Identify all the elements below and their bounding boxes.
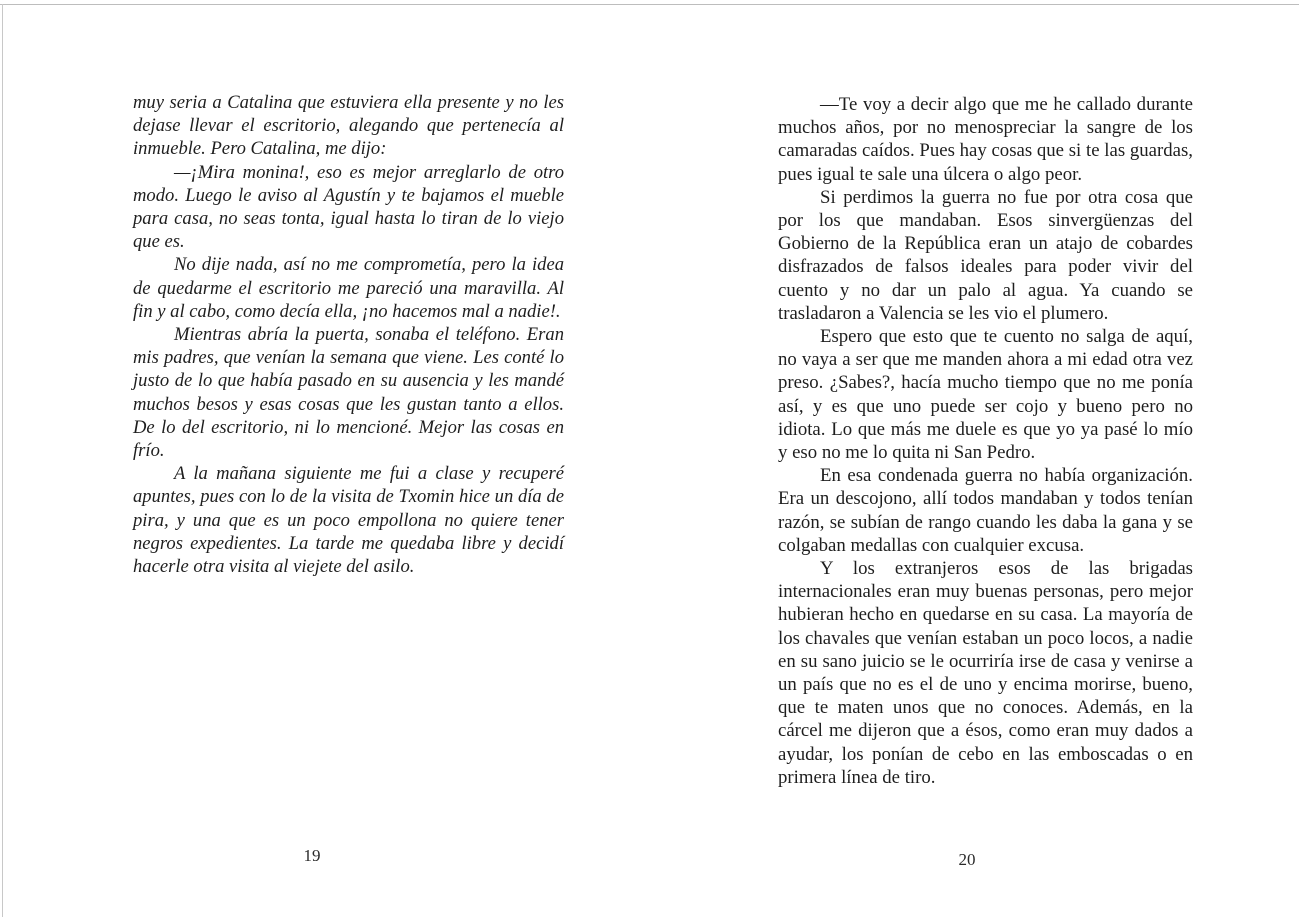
- page-number: 19: [303, 846, 321, 865]
- paragraph: —¡Mira monina!, eso es mejor arreglarlo de otro modo. Luego le aviso al Agustín y te bajamos el mueble para casa, no seas tonta, igual hasta lo tiran de lo viejo que es.: [133, 161, 564, 253]
- paragraph: muy seria a Catalina que estuviera ella presente y no les dejase llevar el escritorio, alegando que pertenecía al inmueble. Pero Catalina, me dijo:: [133, 92, 564, 160]
- paragraph: Si perdimos la guerra no fue por otra cosa que por los que mandaban. Esos sinvergüenzas del Gobierno de la República eran un atajo de cobardes disfrazados de falsos ideales para poder vivir del cuento y no dar un palo al agua. Ya cuando se trasladaron a Valencia se les vio el plumero.: [778, 186, 1193, 324]
- paragraph: —Te voy a decir algo que me he callado durante muchos años, por no menospreciar la sangre de los camaradas caídos. Pues hay cosas que si te las guardas, pues igual te sale una úlcera o algo peor.: [778, 94, 1193, 185]
- left-page-text: [133, 91, 564, 578]
- paragraph: En esa condenada guerra no había organización. Era un descojono, allí todos mandaban y todos tenían razón, se subían de rango cuando les daba la gana y se colgaban medallas con cualquier excusa.: [778, 465, 1193, 556]
- paragraph: Mientras abría la puerta, sonaba el teléfono. Eran mis padres, que venían la semana que viene. Les conté lo justo de lo que había pasado en su ausencia y les mandé muchos besos y esas cosas que les gustan tanto a ellos. De lo del escritorio, ni lo mencioné. Mejor las cosas en frío.: [133, 324, 564, 462]
- page-number: 20: [958, 850, 976, 869]
- paragraph: Espero que esto que te cuento no salga de aquí, no vaya a ser que me manden ahora a mi edad otra vez preso. ¿Sabes?, hacía mucho tiempo que no me ponía así, y es que uno puede ser cojo y bueno pero no idiota. Lo que más me duele es que yo ya pasé lo mío y eso no me lo quita ni San Pedro.: [778, 326, 1193, 464]
- paragraph: A la mañana siguiente me fui a clase y recuperé apuntes, pues con lo de la visita de Txomin hice un día de pira, y una que es un poco empollona no quiere tener negros expedientes. La tarde me quedaba libre y decidí hacerle otra visita al viejete del asilo.: [133, 463, 564, 578]
- right-page: [650, 0, 1299, 917]
- left-page: [0, 0, 649, 917]
- right-page-text: [778, 93, 1193, 789]
- paragraph: Y los extranjeros esos de las brigadas internacionales eran muy buenas personas, pero mejor hubieran hecho en quedarse en su casa. La mayoría de los chavales que venían estaban un poco locos, a nadie en su sano juicio se le ocurriría irse de casa y venirse a un país que no es el de uno y encima morirse, bueno, que te maten unos que no conoces. Además, en la cárcel me dijeron que a ésos, como eran muy dados a ayudar, los ponían de cebo en las emboscadas o en primera línea de tiro.: [778, 558, 1193, 788]
- paragraph: No dije nada, así no me comprometía, pero la idea de quedarme el escritorio me pareció una maravilla. Al fin y al cabo, como decía ella, ¡no hacemos mal a nadie!.: [133, 254, 564, 322]
